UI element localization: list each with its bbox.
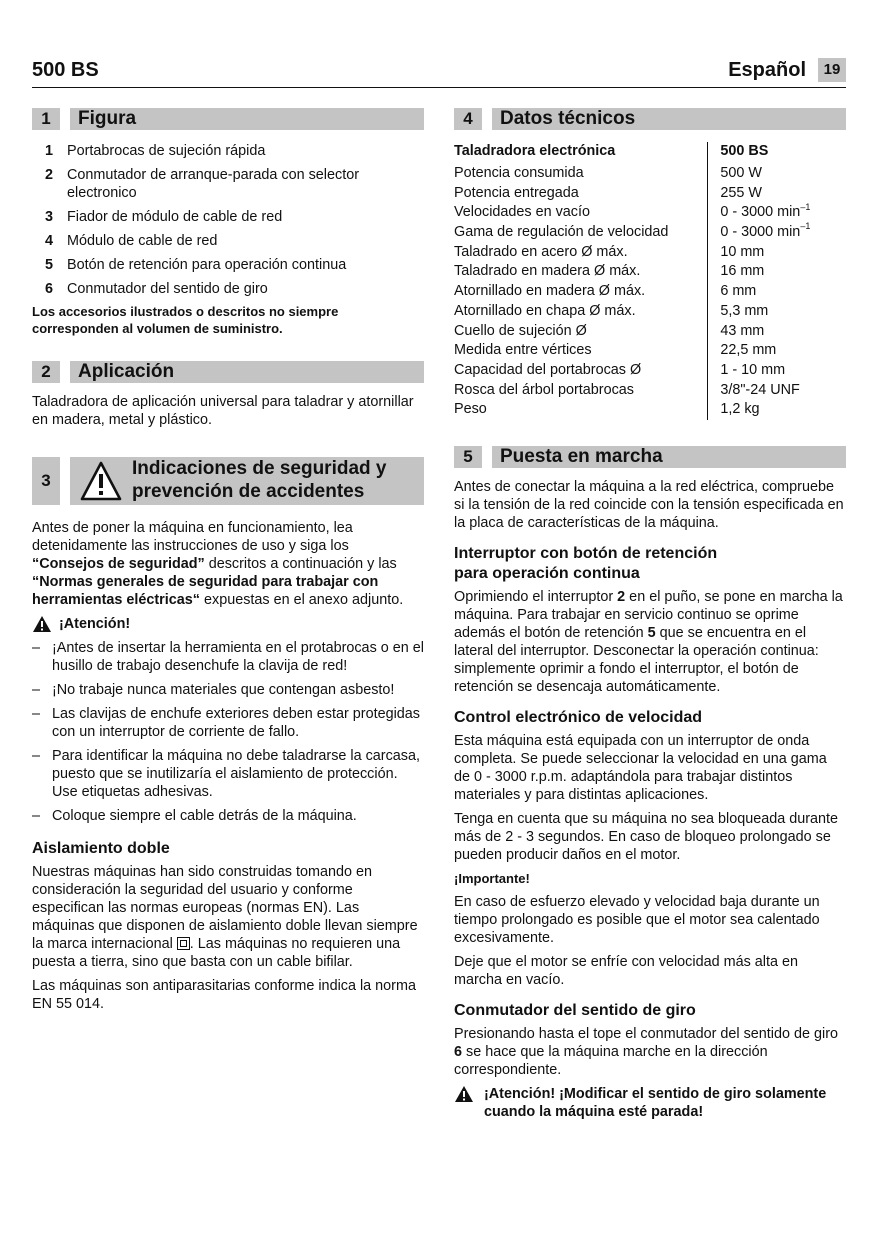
importante-label: ¡Importante! (454, 870, 530, 886)
aislamiento-heading: Aislamiento doble (32, 840, 170, 857)
list-item: – Coloque siempre el cable detrás de la máquina. (32, 808, 357, 824)
attention-note: ¡Atención! (32, 615, 424, 633)
table-row: Potencia consumida 500 W (454, 164, 846, 184)
table-row: Peso 1,2 kg (454, 400, 846, 420)
section-title: Puesta en marcha (492, 446, 846, 468)
language-label: Español (728, 59, 806, 81)
rotation-warning: ¡Atención! ¡Modificar el sentido de giro solamente cuando la máquina esté parada! (454, 1085, 846, 1121)
control-text-1: Esta máquina está equipada con un interruptor de onda completa. Se puede seleccionar la velocidad en una gama de 0 - 3000 r.p.m. adaptándola para trabajar distintos materiales y para distintas aplicaciones. (454, 732, 827, 803)
table-row: Taladrado en madera Ø máx. 16 mm (454, 262, 846, 282)
conmutador-text: Presionando hasta el tope el conmutador del sentido de giro 6 se hace que la máquina marche en la dirección correspondiente. (454, 1025, 839, 1078)
spec-table (454, 142, 846, 420)
table-row: Velocidades en vacío 0 - 3000 $\min^{-1}$ (454, 203, 846, 223)
interruptor-heading: Interruptor con botón de retención para operación continua (454, 544, 718, 582)
model-name: 500 BS (32, 59, 99, 81)
section-datos-heading (454, 108, 846, 130)
list-item: – ¡No trabaje nunca materiales que contengan asbesto! (32, 682, 395, 698)
section-number: 5 (454, 446, 482, 468)
section-puesta-heading (454, 446, 846, 468)
list-item: 6 Conmutador del sentido de giro (45, 281, 268, 297)
table-row: Rosca del árbol portabrocas 3/8"-24 UNF (454, 381, 846, 401)
left-column (32, 108, 424, 1013)
table-row: Gama de regulación de velocidad 0 - 3000 $\min^{-1}$ (454, 223, 846, 243)
aplicacion-text: Taladradora de aplicación universal para taladrar y atornillar en madera, metal y plástico. (32, 394, 414, 428)
list-item: 5 Botón de retención para operación continua (45, 257, 347, 273)
warning-triangle-icon (80, 461, 122, 501)
section-title (70, 457, 424, 505)
interruptor-text: Oprimiendo el interruptor 2 en el puño, se pone en marcha la máquina. Para trabajar en servicio continuo se oprime además el botón de retención 5 que se encuentra en el lateral del interruptor. Desconectar la operación continua: simplemente oprimir a fondo el interruptor, el botón de retención se desencaja automáticamente. (454, 588, 843, 695)
table-row: Medida entre vértices 22,5 mm (454, 341, 846, 361)
list-item: 4 Módulo de cable de red (45, 233, 218, 249)
double-insulation-icon (177, 937, 190, 950)
section-seguridad-heading (32, 457, 424, 505)
conmutador-heading: Conmutador del sentido de giro (454, 1001, 696, 1019)
section-title: Aplicación (70, 361, 424, 383)
right-column (454, 108, 846, 1127)
control-text-3: En caso de esfuerzo elevado y velocidad baja durante un tiempo prolongado es posible que el motor sea calentado excesivamente. (454, 893, 820, 946)
table-row: Atornillado en chapa Ø máx. 5,3 mm (454, 302, 846, 322)
puesta-intro: Antes de conectar la máquina a la red eléctrica, compruebe si la tensión de la red coincide con la tensión especificada en la placa de características de la máquina. (454, 478, 844, 531)
table-row: Taladrado en acero Ø máx. 10 mm (454, 243, 846, 263)
aislamiento-norma: Las máquinas son antiparasitarias conforme indica la norma EN 55 014. (32, 978, 416, 1012)
list-item: 1 Portabrocas de sujeción rápida (45, 143, 266, 159)
section-aplicacion-heading (32, 361, 424, 383)
section-number: 4 (454, 108, 482, 130)
control-text-4: Deje que el motor se enfríe con velocidad más alta en marcha en vacío. (454, 953, 798, 988)
section-figura-heading (32, 108, 424, 130)
list-item: – Para identificar la máquina no debe taladrarse la carcasa, puesto que se inutilizaría el aislamiento de protección. Use etiquetas adhesivas. (32, 748, 420, 800)
table-row: Capacidad del portabrocas Ø 1 - 10 mm (454, 361, 846, 381)
aislamiento-text: Nuestras máquinas han sido construidas tomando en consideración la seguridad del usuario y conforme especifican las normas europeas (normas EN). Las máquinas que disponen de aislamiento doble llevan siempre la marca internacional . Las máquinas no requieren una puesta a tierra, sino que basta con un cable bifilar. (32, 864, 418, 970)
safety-list (32, 639, 424, 825)
accessories-note: Los accesorios ilustrados o descritos no siempre corresponden al volumen de suministro. (32, 304, 339, 336)
page-header (32, 55, 846, 88)
table-header-row: Taladradora electrónica 500 BS (454, 142, 846, 164)
list-item: 2 Conmutador de arranque-parada con selector electronico (45, 167, 359, 201)
section-title-line-1: Indicaciones de seguridad y (132, 458, 387, 479)
table-row: Atornillado en madera Ø máx. 6 mm (454, 282, 846, 302)
seguridad-intro: Antes de poner la máquina en funcionamiento, lea detenidamente las instrucciones de uso y siga los “Consejos de seguridad” descritos a continuación y las “Normas generales de seguridad para trabajar con herramientas eléctricas“ expuestas en el anexo adjunto. (32, 520, 404, 608)
section-number: 3 (32, 457, 60, 505)
warning-icon (32, 615, 52, 633)
section-title-line-2: prevención de accidentes (132, 481, 365, 502)
control-text-2: Tenga en cuenta que su máquina no sea bloqueada durante más de 2 - 3 segundos. En caso de bloqueo prolongado se pueden producir daños en el motor. (454, 810, 839, 863)
page-number: 19 (818, 58, 846, 82)
table-row: Potencia entregada 255 W (454, 184, 846, 204)
section-number: 1 (32, 108, 60, 130)
control-heading: Control electrónico de velocidad (454, 708, 703, 726)
section-title: Figura (70, 108, 424, 130)
warning-icon (454, 1085, 474, 1103)
list-item: – ¡Antes de insertar la herramienta en el protabrocas o en el husillo de trabajo desenchufe la clavija de red! (32, 640, 424, 674)
list-item: 3 Fiador de módulo de cable de red (45, 209, 283, 225)
figure-legend-list (32, 142, 424, 298)
section-title: Datos técnicos (492, 108, 846, 130)
section-number: 2 (32, 361, 60, 383)
list-item: – Las clavijas de enchufe exteriores deben estar protegidas con un interruptor de corriente de fallo. (32, 706, 420, 740)
table-row: Cuello de sujeción Ø 43 mm (454, 322, 846, 342)
